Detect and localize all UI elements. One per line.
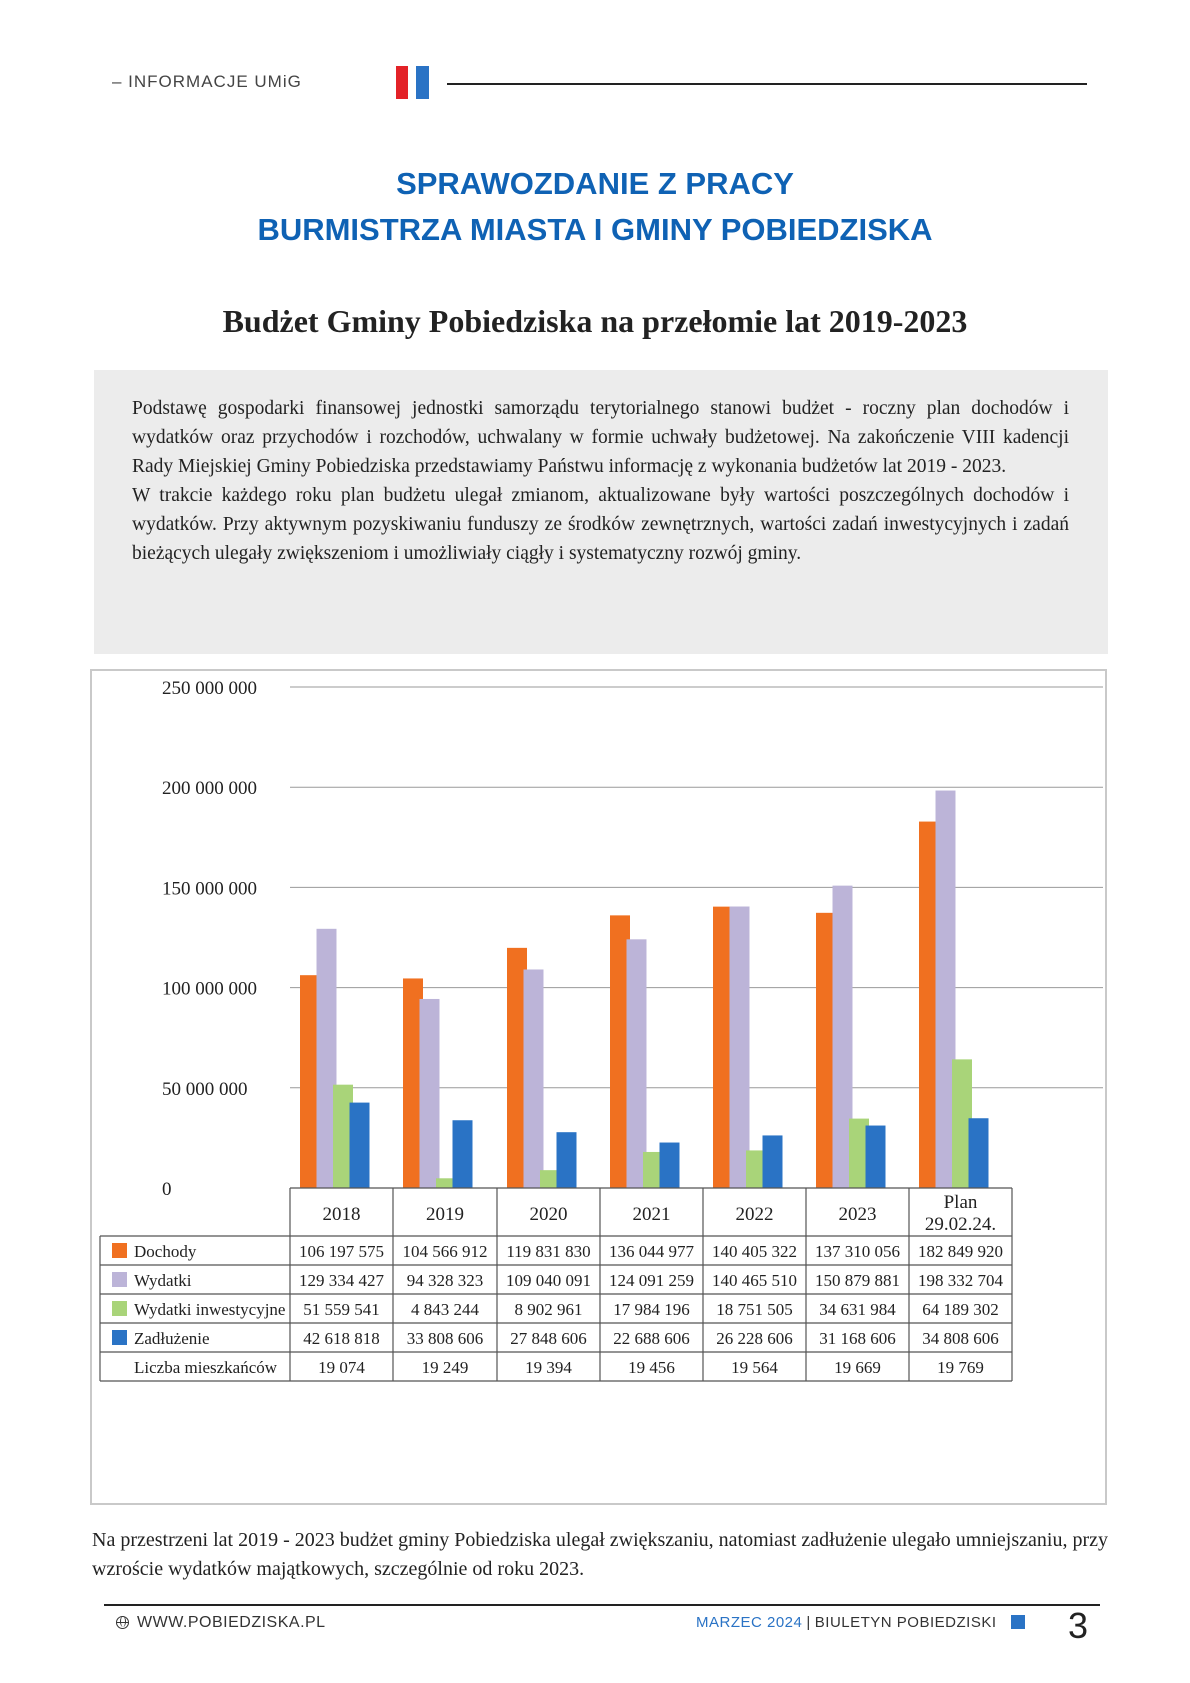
legend-label: Zadłużenie	[134, 1329, 210, 1348]
data-label: 8 902 961	[514, 1300, 583, 1319]
data-label: 26 228 606	[716, 1329, 793, 1348]
data-label: 19 669	[834, 1358, 881, 1377]
conclusion-text: Na przestrzeni lat 2019 - 2023 budżet gminy Pobiedziska ulegał zwiększaniu, natomiast zadłużenie ulegało umniejszaniu, przy wzroście wydatków majątkowych, szczególnie od roku 2023.	[92, 1529, 1108, 1580]
data-label: 64 189 302	[922, 1300, 999, 1319]
category-label: 2018	[322, 1204, 361, 1225]
header-rule	[447, 83, 1087, 85]
bar-zaduenie	[350, 1103, 370, 1188]
category-label: 2022	[735, 1204, 774, 1225]
bar-zaduenie	[969, 1118, 989, 1188]
report-title-line-2: BURMISTRZA MIASTA I GMINY POBIEDZISKA	[257, 212, 933, 247]
data-label: 17 984 196	[613, 1300, 690, 1319]
footer-website[interactable]	[116, 1614, 326, 1632]
y-tick-label: 150 000 000	[162, 878, 257, 900]
budget-chart	[90, 669, 1107, 1505]
budget-chart-svg	[92, 671, 1105, 1503]
legend-label: Liczba mieszkańców	[134, 1358, 278, 1377]
data-label: 124 091 259	[609, 1271, 694, 1290]
issue-month: MARZEC 2024	[696, 1614, 803, 1631]
data-label: 109 040 091	[506, 1271, 591, 1290]
y-tick-label: 50 000 000	[162, 1078, 248, 1100]
category-label: 2020	[529, 1204, 568, 1225]
data-label: 129 334 427	[299, 1271, 384, 1290]
bar-wydatki	[730, 907, 750, 1188]
category-label: 2021	[632, 1204, 671, 1225]
legend-swatch	[112, 1330, 127, 1345]
bar-zaduenie	[660, 1143, 680, 1188]
data-label: 19 456	[628, 1358, 675, 1377]
footer-rule	[104, 1604, 1100, 1606]
header-blue-bar	[416, 66, 429, 99]
legend-swatch	[112, 1301, 127, 1316]
data-label: 19 249	[421, 1358, 469, 1377]
report-title-line-1: SPRAWOZDANIE Z PRACY	[396, 166, 794, 201]
article-subtitle: Budżet Gminy Pobiedziska na przełomie lat 2019-2023	[222, 303, 968, 339]
intro-paragraph-1: Podstawę gospodarki finansowej jednostki samorządu terytorialnego stanowi budżet - roczny plan dochodów i wydatków oraz przychodów i rozchodów, uchwalany w formie uchwały budżetowej. Na zakończenie VIII kadencji Rady Miejskiej Gminy Pobiedziska przedstawiamy Państwu informację z wykonania budżetów lat 2019 - 2023.	[132, 398, 1069, 477]
data-label: 51 559 541	[303, 1300, 380, 1319]
data-label: 182 849 920	[918, 1242, 1003, 1261]
data-label: 19 769	[937, 1358, 984, 1377]
data-label: 31 168 606	[819, 1329, 896, 1348]
website-label: WWW.POBIEDZISKA.PL	[137, 1614, 326, 1631]
data-label: 119 831 830	[506, 1242, 591, 1261]
data-label: 27 848 606	[510, 1329, 587, 1348]
y-tick-label: 250 000 000	[162, 678, 257, 699]
header-red-bar	[396, 66, 408, 99]
data-label: 137 310 056	[815, 1242, 900, 1261]
legend-label: Wydatki inwestycyjne	[134, 1300, 286, 1319]
data-label: 33 808 606	[406, 1329, 484, 1348]
category-label: 2023	[838, 1204, 877, 1225]
data-label: 19 394	[525, 1358, 572, 1377]
y-tick-label: 200 000 000	[162, 778, 257, 800]
category-label: 2019	[426, 1204, 464, 1225]
legend-swatch	[112, 1243, 127, 1258]
data-label: 42 618 818	[303, 1329, 380, 1348]
bar-zaduenie	[453, 1120, 473, 1188]
data-label: 104 566 912	[402, 1242, 488, 1261]
data-label: 19 564	[731, 1358, 778, 1377]
category-label: 29.02.24.	[924, 1214, 997, 1235]
data-label: 140 405 322	[712, 1242, 797, 1261]
data-label: 140 465 510	[712, 1271, 797, 1290]
y-tick-label: 100 000 000	[162, 978, 257, 1000]
intro-text	[132, 394, 1069, 568]
intro-paragraph-2: W trakcie każdego roku plan budżetu ulegał zmianom, aktualizowane były wartości poszczególnych dochodów i wydatków. Przy aktywnym pozyskiwaniu funduszy ze środków zewnętrznych, wartości zadań inwestycyjnych i zadań bieżących ulegały zwiększeniom i umożliwiały ciągły i systematyczny rozwój gminy.	[132, 485, 1069, 564]
legend-swatch	[112, 1272, 127, 1287]
publication-name: BIULETYN POBIEDZISKI	[814, 1614, 997, 1631]
section-label: – INFORMACJE UMiG	[112, 72, 302, 91]
data-label: 136 044 977	[609, 1242, 694, 1261]
legend-label: Dochody	[134, 1242, 197, 1261]
data-label: 19 074	[318, 1358, 365, 1377]
y-tick-label: 0	[162, 1179, 172, 1200]
globe-icon	[116, 1616, 129, 1629]
data-label: 106 197 575	[299, 1242, 384, 1261]
data-label: 198 332 704	[918, 1271, 1003, 1290]
data-label: 4 843 244	[411, 1300, 479, 1319]
footer-square-icon	[1011, 1615, 1025, 1629]
data-label: 34 631 984	[819, 1300, 896, 1319]
category-label: Plan	[943, 1192, 978, 1213]
bar-zaduenie	[763, 1135, 783, 1188]
issue-separator: |	[806, 1614, 811, 1631]
data-label: 150 879 881	[815, 1271, 900, 1290]
data-label: 34 808 606	[922, 1329, 999, 1348]
bar-zaduenie	[866, 1126, 886, 1188]
data-label: 22 688 606	[613, 1329, 690, 1348]
bar-wydatki	[420, 999, 440, 1188]
page-number: 3	[1068, 1605, 1089, 1646]
legend-label: Wydatki	[134, 1271, 192, 1290]
bar-wydatki	[627, 939, 647, 1188]
data-label: 94 328 323	[406, 1271, 484, 1290]
bar-wydatki	[524, 969, 544, 1188]
bar-zaduenie	[557, 1132, 577, 1188]
data-label: 18 751 505	[716, 1300, 793, 1319]
footer-issue	[696, 1614, 997, 1631]
